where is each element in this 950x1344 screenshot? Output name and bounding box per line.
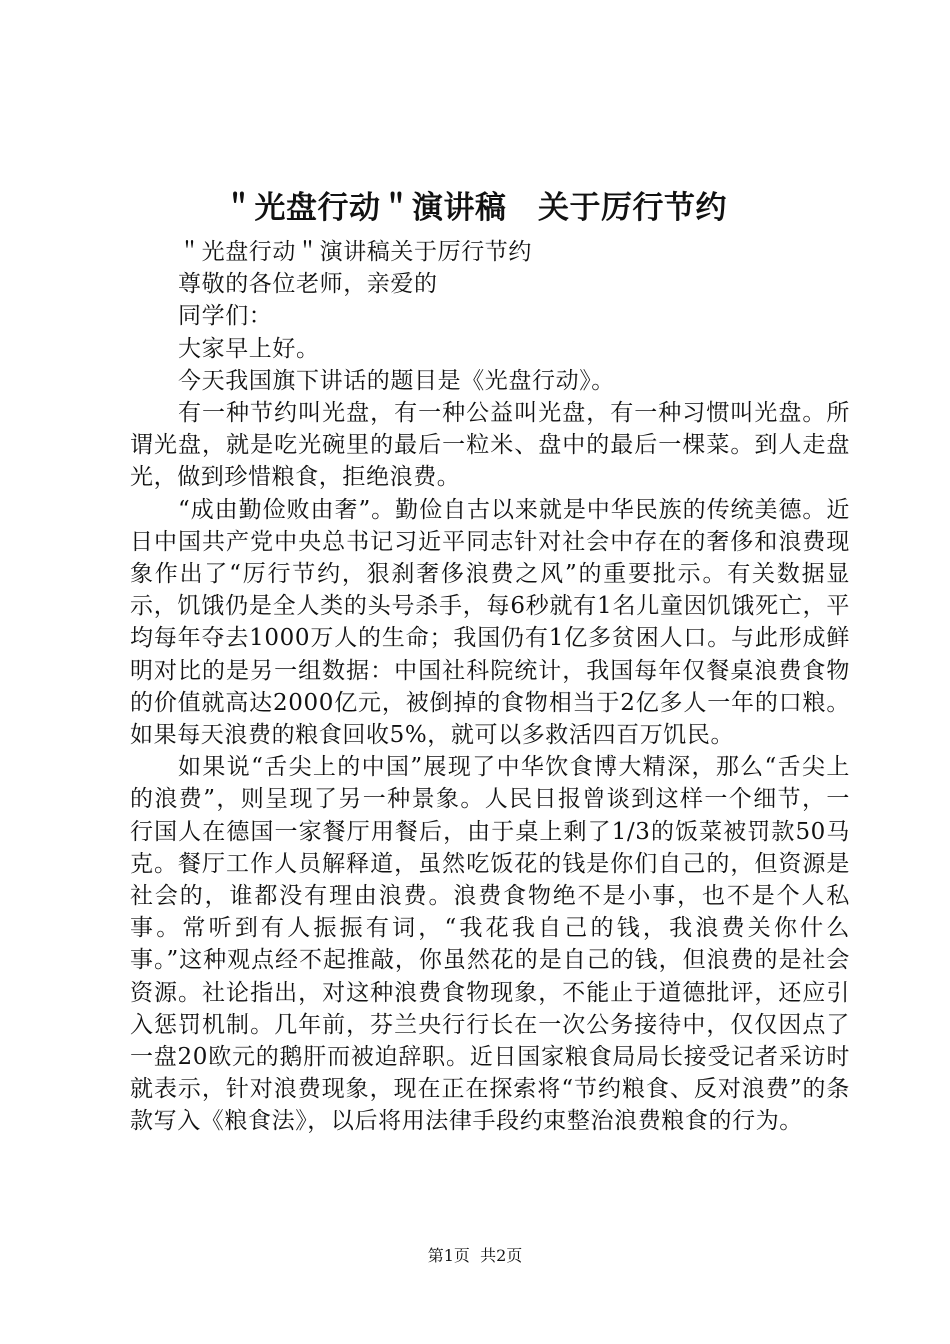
paragraph: 如果说“舌尖上的中国”展现了中华饮食博大精深，那么“舌尖上的浪费”，则呈现了另一种景象。人民日报曾谈到这样一个细节，一行国人在德国一家餐厅用餐后，由于桌上剩了1/3的饭菜被罚款50马克。餐厅工作人员解释道，虽然吃饭花的钱是你们自己的，但资源是社会的，谁都没有理由浪费。浪费食物绝不是小事，也不是个人私事。常听到有人振振有词，“我花我自己的钱，我浪费关你什么事。”这种观点经不起推敲，你虽然花的是自己的钱，但浪费的是社会资源。社论指出，对这种浪费食物现象，不能止于道德批评，还应引入惩罚机制。几年前，芬兰央行行长在一次公务接待中，仅仅因点了一盘20欧元的鹅肝而被迫辞职。近日国家粮食局局长接受记者采访时就表示，针对浪费现象，现在正在探索将“节约粮食、反对浪费”的条款写入《粮食法》，以后将用法律手段约束整治浪费粮食的行为。 <box>130 754 850 1135</box>
topic-line: 今天我国旗下讲话的题目是《光盘行动》。 <box>178 367 615 394</box>
page-footer: 第1页 共2页 <box>427 1246 523 1265</box>
salutation-line: 同学们： <box>178 303 273 330</box>
subtitle-line: ＂光盘行动＂演讲稿关于厉行节约 <box>178 239 532 265</box>
salutation-line: 尊敬的各位老师，亲爱的 <box>178 271 438 298</box>
paragraph: 有一种节约叫光盘，有一种公益叫光盘，有一种习惯叫光盘。所谓光盘，就是吃光碗里的最后一粒米、盘中的最后一棵菜。到人走盘光，做到珍惜粮食，拒绝浪费。 <box>130 400 850 491</box>
paragraph: “成由勤俭败由奢”。勤俭自古以来就是中华民族的传统美德。近日中国共产党中央总书记习近平同志针对社会中存在的奢侈和浪费现象作出了“厉行节约，狠刹奢侈浪费之风”的重要批示。有关数据显示，饥饿仍是全人类的头号杀手，每6秒就有1名儿童因饥饿死亡，平均每年夺去1000万人的生命；我国仍有1亿多贫困人口。与此形成鲜明对比的是另一组数据：中国社科院统计，我国每年仅餐桌浪费食物的价值就高达2000亿元，被倒掉的食物相当于2亿多人一年的口粮。如果每天浪费的粮食回收5%，就可以多救活四百万饥民。 <box>130 496 850 749</box>
document-body <box>130 236 850 1138</box>
document-title: ＂光盘行动＂演讲稿 关于厉行节约 <box>223 190 727 226</box>
greeting-line: 大家早上好。 <box>178 335 320 362</box>
